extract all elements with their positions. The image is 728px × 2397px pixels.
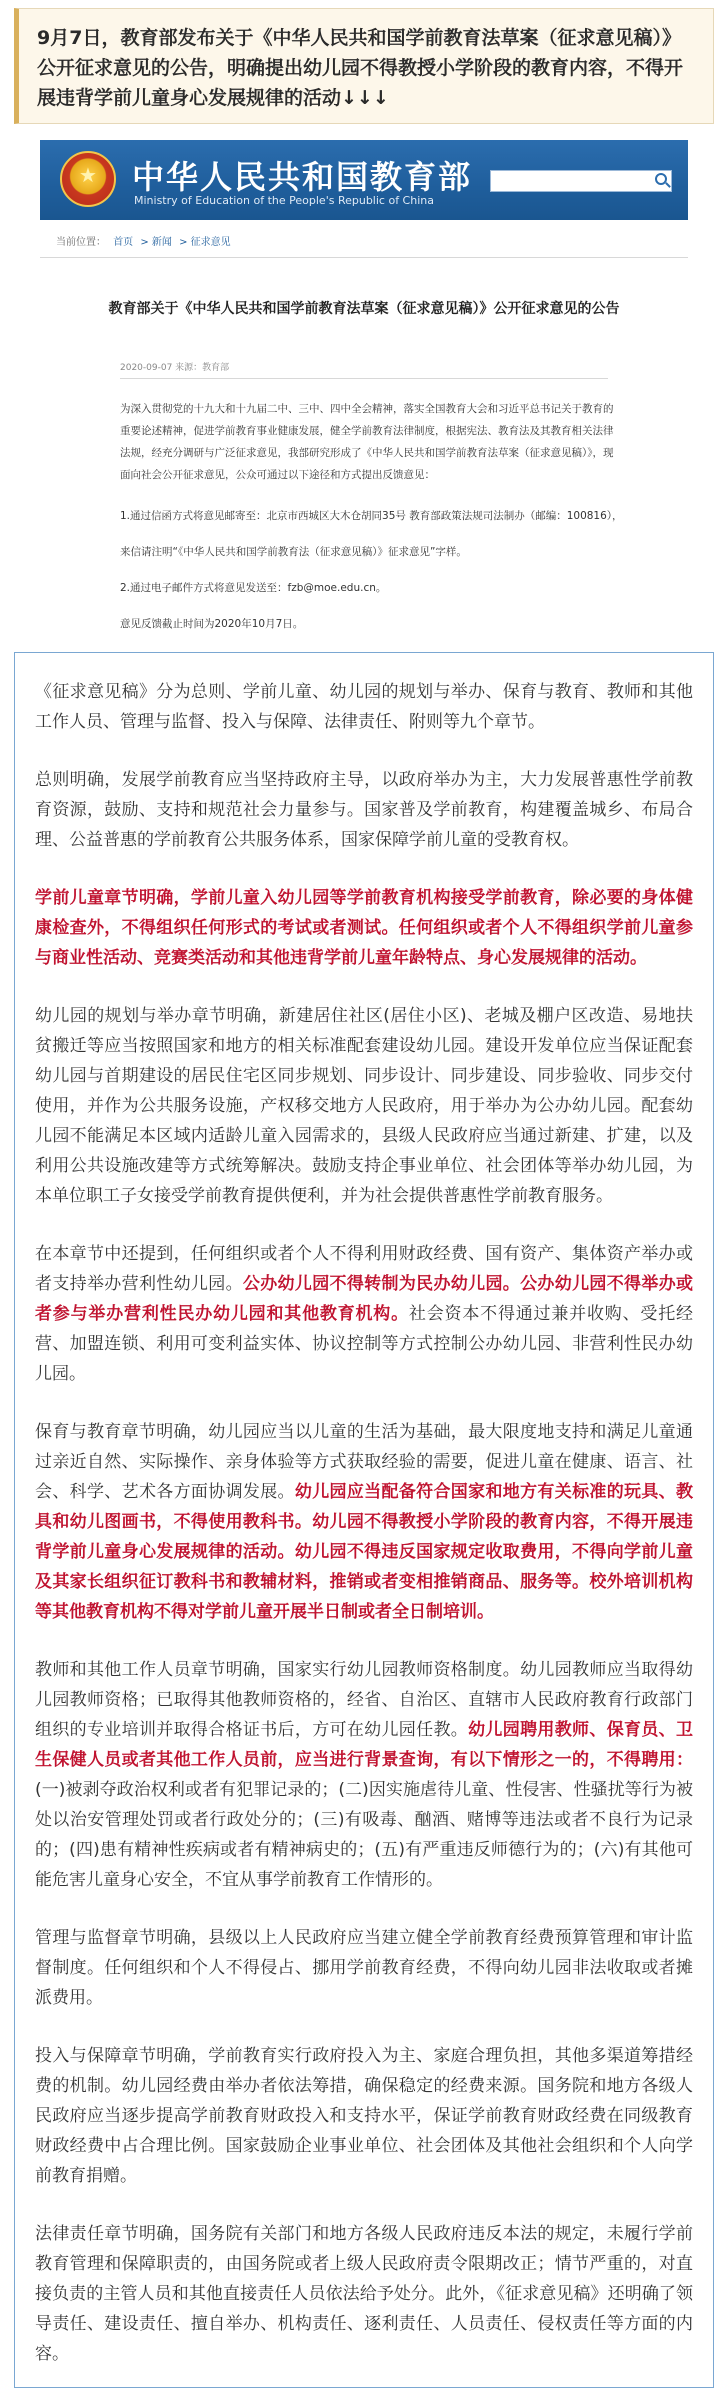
search-icon[interactable] [655, 173, 667, 185]
intro-callout [14, 8, 714, 124]
summary-general-provisions: 总则明确，发展学前教育应当坚持政府主导，以政府举办为主，大力发展普惠性学前教育资源，鼓励、支持和规范社会力量参与。国家普及学前教育，构建覆盖城乡、布局合理、公益普惠的学前教育公共服务体系，国家保障学前儿童的受教育权。 [35, 770, 693, 850]
emblem-star-icon: ★ [79, 163, 97, 187]
breadcrumb [40, 228, 688, 258]
breadcrumb-home[interactable]: 首页 [113, 237, 134, 248]
summary-planning: 幼儿园的规划与举办章节明确，新建居住社区(居住小区)、老城及棚户区改造、易地扶贫搬迁等应当按照国家和地方的相关标准配套建设幼儿园。建设开发单位应当保证配套幼儿园与首期建设的居民住宅区同步规划、同步设计、同步建设、同步验收、同步交付使用，并作为公共服务设施，产权移交地方人民政府，用于举办为公办幼儿园。配套幼儿园不能满足本区域内适龄儿童入园需求的，县级人民政府应当通过新建、扩建，以及利用公共设施改建等方式统筹解决。鼓励支持企事业单位、社会团体等举办幼儿园，为本单位职工子女接受学前教育提供便利，并为社会提供普惠性学前教育服务。 [35, 1006, 693, 1206]
ministry-banner [40, 140, 688, 220]
ministry-name-en: Ministry of Education of the People's Republic of China [134, 194, 434, 207]
summary-box [14, 652, 714, 2388]
summary-planning-extra-c: 社会资本不得通过兼并收购、受托经营、加盟连锁、利用可变利益实体、协议控制等方式控制公办幼儿园、非营利性民办幼儿园。 [35, 1304, 694, 1384]
announcement-intro: 为深入贯彻党的十九大和十九届二中、三中、四中全会精神，落实全国教育大会和习近平总书记关于教育的重要论述精神，促进学前教育事业健康发展，健全学前教育法律制度，根据宪法、教育法及其教育相关法律法规，经充分调研与广泛征求意见，我部研究形成了《中华人民共和国学前教育法草案（征求意见稿）》，现面向社会公开征求意见，公众可通过以下途径和方式提出反馈意见： [120, 403, 614, 481]
feedback-method-mail: 1.通过信函方式将意见邮寄至：北京市西城区大木仓胡同35号 教育部政策法规司法制办（邮编：100816）， [120, 510, 623, 522]
breadcrumb-consultation[interactable]: > 征求意见 [179, 237, 231, 248]
summary-teachers-b: 幼儿园聘用教师、保育员、卫生保健人员或者其他工作人员前，应当进行背景查询，有以下情形之一的，不得聘用： [35, 1720, 694, 1770]
breadcrumb-prefix: 当前位置： [56, 237, 106, 248]
breadcrumb-news[interactable]: > 新闻 [140, 237, 172, 248]
summary-planning-extra-a: 在本章节中还提到，任何组织或者个人不得利用财政经费、国有资产、集体资产举办或者支持举办营利性幼儿园。 [35, 1244, 693, 1294]
summary-funding: 投入与保障章节明确，学前教育实行政府投入为主、家庭合理负担，其他多渠道筹措经费的机制。幼儿园经费由举办者依法筹措，确保稳定的经费来源。国务院和地方各级人民政府应当逐步提高学前教育财政投入和支持水平，保证学前教育财政经费在同级教育财政经费中占合理比例。国家鼓励企业事业单位、社会团体及其他社会组织和个人向学前教育捐赠。 [35, 2046, 693, 2186]
summary-teachers-a: 教师和其他工作人员章节明确，国家实行幼儿园教师资格制度。幼儿园教师应当取得幼儿园教师资格；已取得其他教师资格的，经省、自治区、直辖市人民政府教育行政部门组织的专业培训并取得合格证书后，方可在幼儿园任教。 [35, 1660, 693, 1740]
site-search-input[interactable] [490, 170, 672, 192]
feedback-method-email: 2.通过电子邮件方式将意见发送至：fzb@moe.edu.cn。 [120, 582, 387, 594]
summary-teachers-c: (一)被剥夺政治权利或者有犯罪记录的；(二)因实施虐待儿童、性侵害、性骚扰等行为被处以治安管理处罚或者行政处分的；(三)有吸毒、酗酒、赌博等违法或者不良行为记录的；(四)患有精神性疾病或者有精神病史的；(五)有严重违反师德行为的；(六)有其他可能危害儿童身心安全，不宜从事学前教育工作情形的。 [35, 1780, 693, 1890]
title-divider [120, 378, 608, 379]
intro-text: 9月7日，教育部发布关于《中华人民共和国学前教育法草案（征求意见稿）》公开征求意见的公告，明确提出幼儿园不得教授小学阶段的教育内容，不得开展违背学前儿童身心发展规律的活动↓↓↓ [37, 27, 684, 109]
summary-care-education-b: 幼儿园应当配备符合国家和地方有关标准的玩具、教具和幼儿图画书，不得使用教科书。幼儿园不得教授小学阶段的教育内容，不得开展违背学前儿童身心发展规律的活动。幼儿园不得违反国家规定收取费用，不得向学前儿童及其家长组织征订教科书和教辅材料，推销或者变相推销商品、服务等。校外培训机构等其他教育机构不得对学前儿童开展半日制或者全日制培训。 [35, 1482, 694, 1622]
announcement-date: 2020-09-07 来源：教育部 [120, 363, 230, 373]
summary-structure: 《征求意见稿》分为总则、学前儿童、幼儿园的规划与举办、保育与教育、教师和其他工作人员、管理与监督、投入与保障、法律责任、附则等九个章节。 [35, 682, 693, 732]
ministry-page-screenshot [40, 140, 688, 640]
summary-planning-extra-b: 公办幼儿园不得转制为民办幼儿园。公办幼儿园不得举办或者参与举办营利性民办幼儿园和其他教育机构。 [35, 1274, 694, 1324]
summary-care-education-a: 保育与教育章节明确，幼儿园应当以儿童的生活为基础，最大限度地支持和满足儿童通过亲近自然、实际操作、亲身体验等方式获取经验的需要，促进儿童在健康、语言、社会、科学、艺术各方面协调发展。 [35, 1422, 693, 1502]
announcement-title: 教育部关于《中华人民共和国学前教育法草案（征求意见稿）》公开征求意见的公告 [108, 301, 620, 317]
summary-legal-liability: 法律责任章节明确，国务院有关部门和地方各级人民政府违反本法的规定，未履行学前教育管理和保障职责的，由国务院或者上级人民政府责令限期改正；情节严重的，对直接负责的主管人员和其他直接责任人员依法给予处分。此外，《征求意见稿》还明确了领导责任、建设责任、擅自举办、机构责任、逐利责任、人员责任、侵权责任等方面的内容。 [35, 2224, 693, 2364]
feedback-method-mail-note: 来信请注明“《中华人民共和国学前教育法（征求意见稿）》征求意见”字样。 [120, 546, 467, 558]
summary-management: 管理与监督章节明确，县级以上人民政府应当建立健全学前教育经费预算管理和审计监督制度。任何组织和个人不得侵占、挪用学前教育经费，不得向幼儿园非法收取或者摊派费用。 [35, 1928, 693, 2008]
ministry-name: 中华人民共和国教育部 [132, 158, 473, 196]
summary-teachers [35, 1655, 693, 1895]
summary-preschool-children: 学前儿童章节明确，学前儿童入幼儿园等学前教育机构接受学前教育，除必要的身体健康检查外，不得组织任何形式的考试或者测试。任何组织或者个人不得组织学前儿童参与商业性活动、竞赛类活动和其他违背学前儿童年龄特点、身心发展规律的活动。 [35, 888, 693, 968]
summary-planning-extra [35, 1239, 693, 1389]
feedback-deadline: 意见反馈截止时间为2020年10月7日。 [120, 618, 304, 630]
summary-care-education [35, 1417, 693, 1627]
national-emblem-icon [60, 151, 116, 207]
